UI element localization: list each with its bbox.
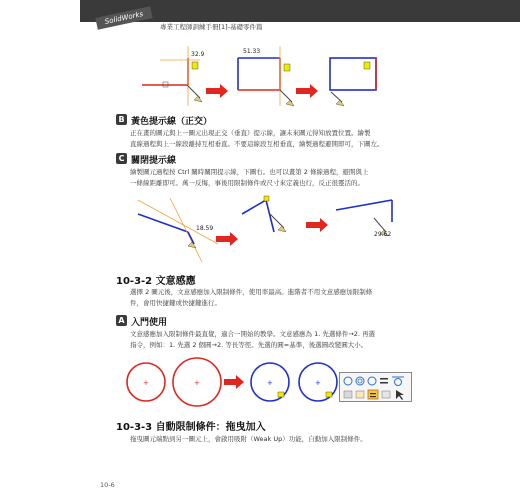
section-a-paragraph (130, 329, 430, 351)
section-b-paragraph (130, 128, 430, 150)
arrow-right-icon (224, 375, 244, 389)
circle-icon (344, 377, 352, 385)
sketch-c-right (336, 200, 392, 238)
sketch-3 (330, 58, 376, 106)
section-1033-paragraph (130, 434, 430, 445)
svg-text:+: + (194, 379, 200, 387)
svg-text:+: + (143, 379, 149, 387)
dim-label-1: 32.9 (191, 51, 205, 58)
section-b-title: 黃色提示線（正交） (131, 117, 213, 127)
series-title: 專業工程師訓練手冊[1]-基礎零件篇 (160, 23, 263, 31)
dim-label-2: 51.33 (243, 48, 261, 55)
coradial-icon (368, 377, 376, 385)
context-toolbar (339, 372, 412, 402)
section-a-line-2: 指令，例如：1. 先選 2 個圓→2. 等長等徑。先選的圓=基準，後選圓改變圓大小。 (130, 341, 368, 349)
tangent-icon (392, 377, 404, 386)
sketch-b (138, 198, 218, 262)
section-1032-line-2: 件，會用快捷鍵或快捷鍵進行。 (130, 299, 221, 307)
sketch-2 (238, 46, 294, 106)
solidworks-logo: SolidWorks (95, 6, 152, 29)
section-c-line-1: 繪製圖元過程按 Ctrl 關時關閉提示線，下圖右。也可以畫第 2 條線過程，避開與上 (130, 168, 369, 176)
section-b-badge: B (116, 114, 127, 125)
sketch-c-left (242, 196, 286, 232)
arrow-right-icon (306, 218, 328, 232)
dim-label-c: 29.62 (374, 231, 392, 238)
figure-row-1 (130, 40, 400, 110)
section-c-title: 關閉提示線 (131, 156, 177, 166)
sketch-icon (356, 391, 364, 398)
section-a-badge: A (116, 315, 127, 326)
section-a-title: 入門使用 (131, 318, 168, 328)
arrow-right-icon (216, 232, 238, 246)
svg-text:+: + (315, 379, 321, 387)
section-1033-title: 10-3-3 自動限制條件：拖曳加入 (116, 422, 266, 433)
section-a-line-1: 文意感應加入限制條件最直覺，適合一開始的教學。文意感應為 1. 先選條件→2. 再選 (130, 330, 376, 338)
figure-row-2 (130, 192, 410, 264)
circle-pair-before (127, 358, 221, 406)
circle-pair-after (251, 363, 337, 401)
arrow-right-icon (206, 84, 228, 98)
section-1032-paragraph (130, 287, 430, 309)
section-b-line-1: 正在畫的圖元與上一圖元出現正交（垂直）提示線，讓未來圖元得知放置位置。繪製 (130, 129, 371, 137)
section-1032-title: 10-3-2 文意感應 (116, 276, 196, 287)
pointer-icon (396, 390, 404, 400)
text-icon (382, 391, 390, 398)
context-toolbar-icons (340, 373, 411, 401)
page-number: 10-6 (100, 481, 115, 489)
svg-text:+: + (267, 379, 273, 387)
section-1033-line-1: 拖曳圖元端點到另一圖元上，會啟用吸附（Weak Up）功能，自動加入限制條件。 (130, 435, 367, 443)
equal-selected-icon (368, 390, 378, 399)
sketch-1 (142, 46, 205, 106)
figure-row-3 (120, 356, 340, 410)
section-c-line-2: 一條線距離即可。萬一反悔，事後用限制條件或尺寸來定義也行，反正很靈活的。 (130, 179, 364, 187)
concentric-icon (356, 377, 364, 385)
arrow-right-icon (296, 84, 318, 98)
section-c-paragraph (130, 167, 430, 189)
fix-icon (344, 391, 352, 398)
dim-label-b: 18.59 (196, 225, 214, 232)
section-c-badge: C (116, 153, 127, 164)
section-1032-line-1: 選擇 2 圖元後，文意感應加入限制條件，使用率最高。進階者不用文意感應加限制條 (130, 288, 373, 296)
equal-icon (380, 378, 388, 384)
section-b-line-2: 直線過程與上一線段離持互相垂直。不要這線段互相垂直，繪製過程避開即可，下圖左。 (130, 140, 384, 148)
